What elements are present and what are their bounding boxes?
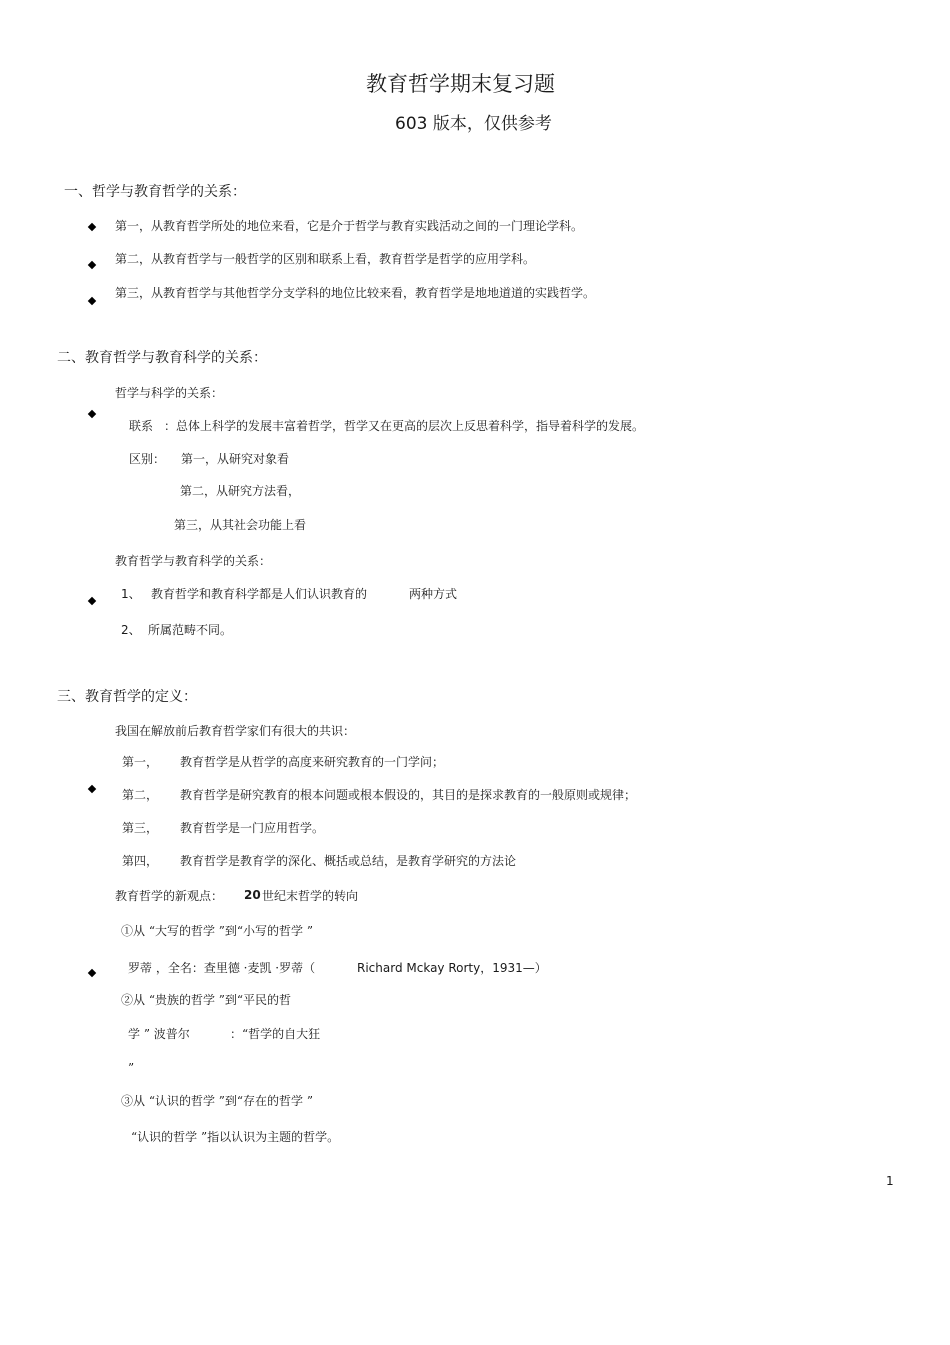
bullet-diamond-icon xyxy=(88,223,96,231)
lianxi-text: ：总体上科学的发展丰富着哲学，哲学又在更高的层次上反思着科学，指导着科学的发展。 xyxy=(164,419,645,433)
bullet-diamond-icon xyxy=(88,297,96,305)
turn-3-description: “认识的哲学 ”指以认识为主题的哲学。 xyxy=(131,1130,340,1144)
edu-phil-science-subheading: 教育哲学与教育科学的关系： xyxy=(115,554,272,568)
consensus-text-4: 教育哲学是教育学的深化、概括或总结，是教育学研究的方法论 xyxy=(180,854,517,868)
qubie-item-3: 第三，从其社会功能上看 xyxy=(174,518,307,532)
relation-item-1-tail: 两种方式 xyxy=(409,587,458,601)
consensus-intro: 我国在解放前后教育哲学家们有很大的共识： xyxy=(115,724,356,738)
new-view-label: 教育哲学的新观点： xyxy=(115,889,224,903)
turn-3: ③从 “认识的哲学 ”到“存在的哲学 ” xyxy=(121,1094,313,1108)
new-view-text: 世纪末哲学的转向 xyxy=(262,889,359,903)
relation-item-1-number: 1、 xyxy=(121,587,141,601)
section-1-item-2: 第二，从教育哲学与一般哲学的区别和联系上看，教育哲学是哲学的应用学科。 xyxy=(115,252,536,266)
rorty-chinese: 罗蒂 ，全名：查里德 ·麦凯 ·罗蒂（ xyxy=(128,961,316,975)
bullet-diamond-icon xyxy=(88,597,96,605)
consensus-label-1: 第一， xyxy=(122,755,159,769)
turn-2-quote: ：“哲学的自大狂 xyxy=(230,1027,321,1041)
bullet-diamond-icon xyxy=(88,261,96,269)
bullet-diamond-icon xyxy=(88,969,96,977)
relation-item-2-number: 2、 xyxy=(121,623,141,637)
page-title: 教育哲学期末复习题 xyxy=(366,72,555,96)
consensus-label-2: 第二， xyxy=(122,788,159,802)
consensus-text-3: 教育哲学是一门应用哲学。 xyxy=(180,821,325,835)
section-1-item-3: 第三，从教育哲学与其他哲学分支学科的地位比较来看，教育哲学是地地道道的实践哲学。 xyxy=(115,286,596,300)
philosophy-science-subheading: 哲学与科学的关系： xyxy=(115,386,224,400)
rorty-english: Richard Mckay Rorty，1931—） xyxy=(357,961,547,975)
qubie-item-2: 第二，从研究方法看， xyxy=(180,484,301,498)
qubie-label: 区别： xyxy=(129,452,166,466)
consensus-label-4: 第四， xyxy=(122,854,159,868)
consensus-text-1: 教育哲学是从哲学的高度来研究教育的一门学问； xyxy=(180,755,445,769)
relation-item-2-text: 所属范畴不同。 xyxy=(148,623,233,637)
new-view-number: 20 xyxy=(244,888,261,902)
turn-2-close-quote: ” xyxy=(128,1061,135,1075)
section-3-heading: 三、教育哲学的定义： xyxy=(57,689,197,705)
page-subtitle: 603 版本，仅供参考 xyxy=(395,114,552,134)
section-1-item-1: 第一，从教育哲学所处的地位来看，它是介于哲学与教育实践活动之间的一门理论学科。 xyxy=(115,219,584,233)
consensus-label-3: 第三， xyxy=(122,821,159,835)
bullet-diamond-icon xyxy=(88,785,96,793)
lianxi-label: 联系 xyxy=(129,419,154,433)
turn-1: ①从 “大写的哲学 ”到“小写的哲学 ” xyxy=(121,924,313,938)
turn-2: ②从 “贵族的哲学 ”到“平民的哲 xyxy=(121,993,292,1007)
bullet-diamond-icon xyxy=(88,410,96,418)
section-1-heading: 一、哲学与教育哲学的关系： xyxy=(64,184,246,200)
relation-item-1-text: 教育哲学和教育科学都是人们认识教育的 xyxy=(151,587,368,601)
turn-2-continued: 学 ” 波普尔 xyxy=(128,1027,190,1041)
page-number: 1 xyxy=(886,1174,894,1188)
consensus-text-2: 教育哲学是研究教育的根本问题或根本假设的，其目的是探求教育的一般原则或规律； xyxy=(180,788,637,802)
qubie-item-1: 第一，从研究对象看 xyxy=(181,452,290,466)
section-2-heading: 二、教育哲学与教育科学的关系： xyxy=(57,350,267,366)
